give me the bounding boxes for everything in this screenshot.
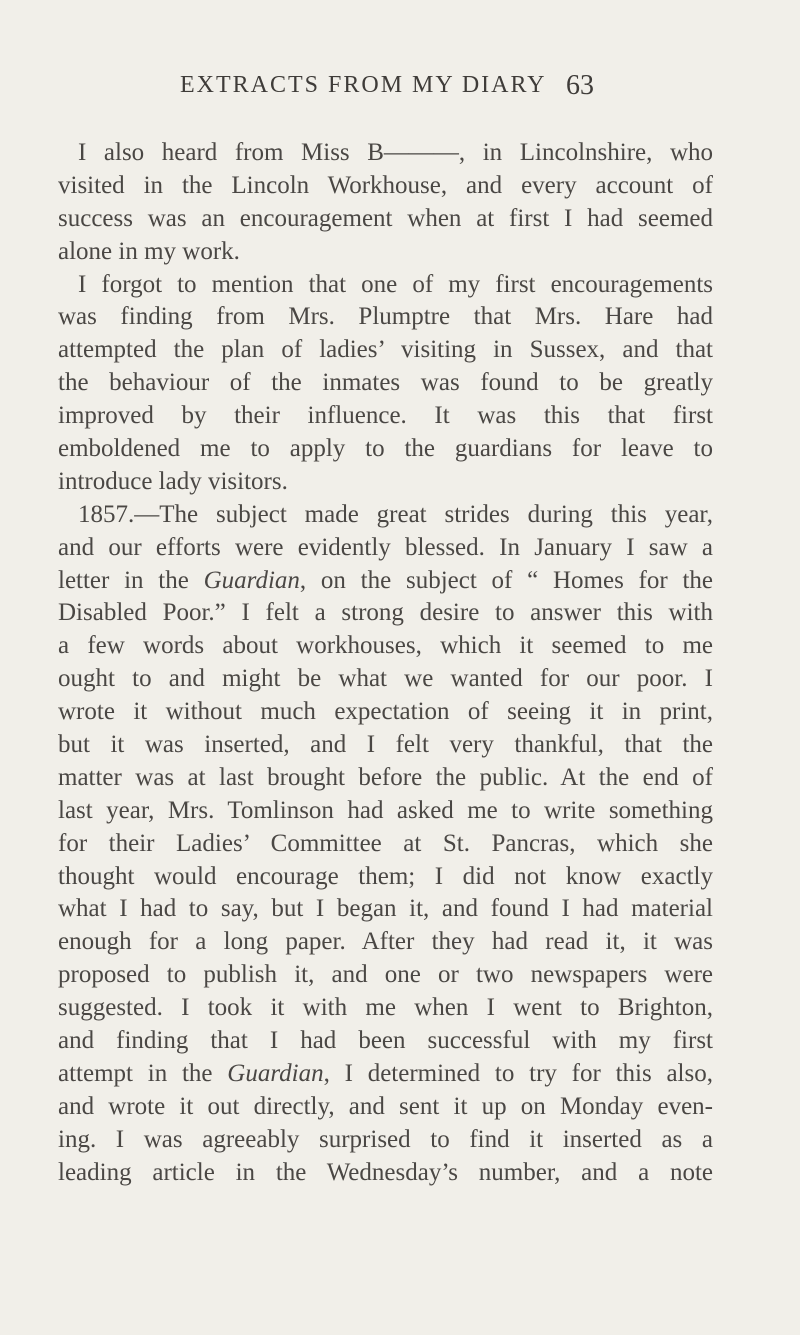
- text-segment: Disabled Poor.” I felt a strong desire to answer this with: [58, 599, 713, 627]
- text-line: [58, 433, 713, 466]
- text-segment: suggested. I took it with me when I went to Brighton,: [58, 994, 713, 1022]
- text-line: [58, 203, 713, 236]
- text-line: [58, 663, 713, 696]
- text-line: [58, 729, 713, 762]
- text-segment: introduce lady visitors.: [58, 467, 288, 495]
- text-segment: alone in my work.: [58, 237, 240, 265]
- text-segment: but it was inserted, and I felt very thankful, that the: [58, 731, 713, 759]
- text-line: [58, 466, 713, 499]
- text-line: [58, 532, 713, 565]
- text-segment: was finding from Mrs. Plumptre that Mrs. Hare had: [58, 303, 713, 331]
- text-line: [58, 170, 713, 203]
- text-segment: I also heard from Miss B———, in Lincolnshire, who: [78, 139, 713, 166]
- text-line: [58, 861, 713, 894]
- text-segment: leading article in the Wednesday’s number, and a note: [58, 1158, 713, 1186]
- text-segment: , on the subject of “ Homes for the: [299, 566, 713, 594]
- text-line: [58, 269, 713, 302]
- text-line: [58, 696, 713, 729]
- page-number: 63: [566, 70, 594, 101]
- text-line: [58, 795, 713, 828]
- text-line: [58, 992, 713, 1025]
- text-line: [58, 565, 713, 598]
- text-line: [58, 762, 713, 795]
- text-line: [58, 236, 713, 269]
- text-line: [58, 137, 713, 170]
- text-line: [58, 1091, 713, 1124]
- text-segment: attempt in the: [58, 1059, 228, 1087]
- text-segment: thought would encourage them; I did not know exactly: [58, 862, 713, 890]
- text-line: [58, 597, 713, 630]
- body-text: [58, 137, 713, 1190]
- text-segment: and finding that I had been successful with my first: [58, 1027, 713, 1055]
- text-line: [58, 1058, 713, 1091]
- text-segment: I forgot to mention that one of my first encouragements: [78, 270, 713, 298]
- text-segment: a few words about workhouses, which it seemed to me: [58, 632, 713, 660]
- text-segment: what I had to say, but I began it, and found I had material: [58, 895, 713, 923]
- text-segment: last year, Mrs. Tomlinson had asked me to write something: [58, 796, 713, 824]
- text-segment: improved by their influence. It was this that first: [58, 402, 713, 430]
- text-segment: the behaviour of the inmates was found to be greatly: [58, 369, 713, 397]
- text-line: [58, 1124, 713, 1157]
- text-segment: , I determined to try for this also,: [323, 1059, 713, 1087]
- text-segment: enough for a long paper. After they had read it, it was: [58, 928, 713, 956]
- text-line: [58, 828, 713, 861]
- text-segment: matter was at last brought before the public. At the end of: [58, 763, 713, 791]
- text-line: [58, 893, 713, 926]
- text-line: [58, 926, 713, 959]
- text-segment: wrote it without much expectation of seeing it in print,: [58, 698, 713, 726]
- text-segment: visited in the Lincoln Workhouse, and every account of: [58, 171, 713, 199]
- text-line: [58, 334, 713, 367]
- text-segment: success was an encouragement when at first I had seemed: [58, 204, 713, 232]
- text-segment: proposed to publish it, and one or two newspapers were: [58, 961, 713, 989]
- text-segment: for their Ladies’ Committee at St. Pancras, which she: [58, 829, 713, 857]
- text-line: [58, 959, 713, 992]
- text-segment: letter in the: [58, 566, 204, 594]
- text-segment: 1857.—The subject made great strides during this year,: [78, 500, 713, 528]
- italic-segment: Guardian: [203, 566, 300, 594]
- text-segment: attempted the plan of ladies’ visiting in Sussex, and that: [58, 336, 713, 364]
- text-line: [58, 630, 713, 663]
- text-line: [58, 1025, 713, 1058]
- running-head: [0, 72, 800, 112]
- text-segment: and our efforts were evidently blessed. In January I saw a: [58, 533, 713, 561]
- text-line: [58, 367, 713, 400]
- text-line: [58, 400, 713, 433]
- text-segment: and wrote it out directly, and sent it up on Monday even-: [58, 1092, 713, 1120]
- text-line: [58, 499, 713, 532]
- text-segment: emboldened me to apply to the guardians for leave to: [58, 435, 713, 463]
- text-segment: ought to and might be what we wanted for our poor. I: [58, 665, 713, 693]
- italic-segment: Guardian: [227, 1059, 324, 1087]
- text-segment: ing. I was agreeably surprised to find it inserted as a: [58, 1125, 713, 1153]
- running-title: EXTRACTS FROM MY DIARY: [180, 72, 547, 98]
- text-line: [58, 1157, 713, 1190]
- text-line: [58, 301, 713, 334]
